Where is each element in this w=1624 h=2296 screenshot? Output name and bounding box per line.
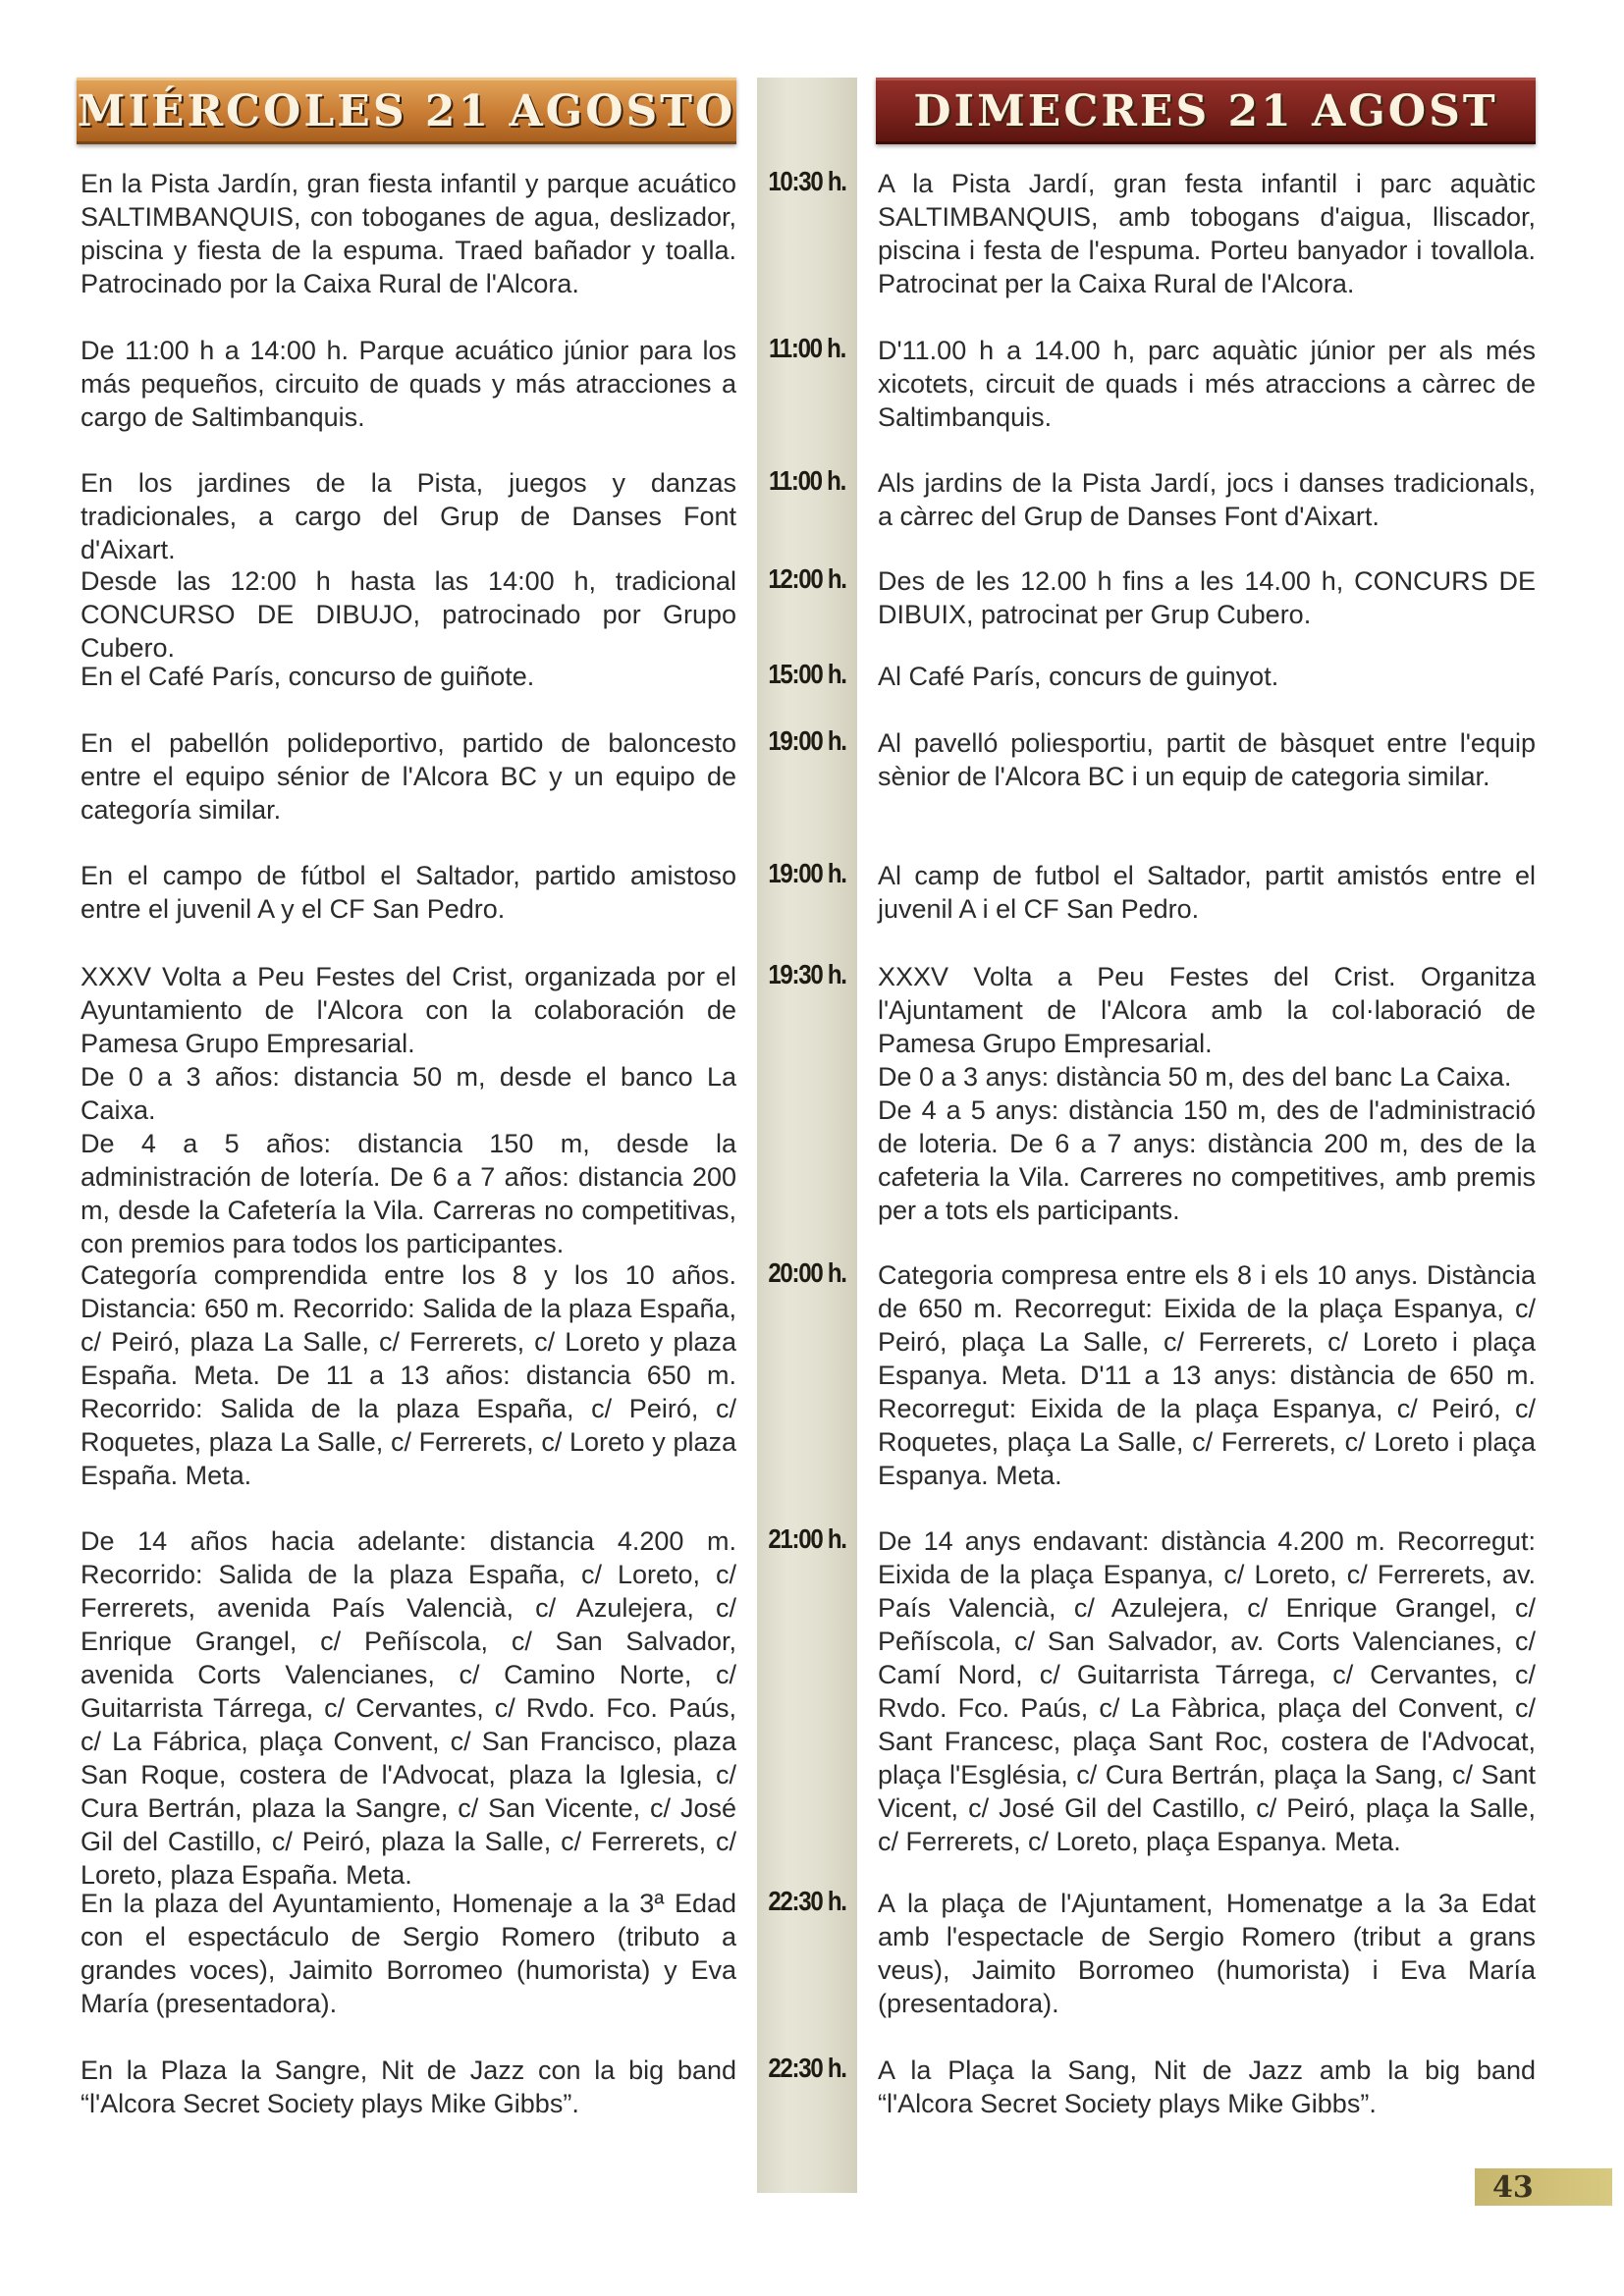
event-paragraph-es: En la Pista Jardín, gran fiesta infantil y parque acuático SALTIMBANQUIS, con toboganes de agua, deslizador, piscina y fiesta de la espuma. Traed bañador y toalla. Patrocinado por la Caixa Rural de l'Alcora. bbox=[81, 169, 736, 298]
event-paragraph-ca: De 4 a 5 anys: distància 150 m, des de l'administració de loteria. De 6 a 7 anys: distància 200 m, des de la cafeteria la Vila. Carreres no competitives, amb premis per a tots els participants. bbox=[878, 1095, 1536, 1225]
event-paragraph-ca: Des de les 12.00 h fins a les 14.00 h, CONCURS DE DIBUIX, patrocinat per Grup Cubero. bbox=[878, 566, 1536, 629]
event-time: 20:00 h. bbox=[768, 1257, 846, 1288]
header-title-ca: DIMECRES 21 AGOST bbox=[913, 85, 1498, 136]
event-time: 11:00 h. bbox=[768, 465, 846, 496]
header-spanish bbox=[77, 78, 736, 144]
event-paragraph-es: Desde las 12:00 h hasta las 14:00 h, tradicional CONCURSO DE DIBUJO, patrocinado por Grupo Cubero. bbox=[81, 566, 736, 663]
event-text-ca bbox=[878, 167, 1536, 300]
event-paragraph-es: En los jardines de la Pista, juegos y danzas tradicionales, a cargo del Grup de Danses Font d'Aixart. bbox=[81, 468, 736, 564]
event-paragraph-ca: De 0 a 3 anys: distància 50 m, des del banc La Caixa. bbox=[878, 1062, 1512, 1092]
event-paragraph-ca: A la Pista Jardí, gran festa infantil i parc aquàtic SALTIMBANQUIS, amb tobogans d'aigua, lliscador, piscina i festa de l'espuma. Porteu banyador i tovallola. Patrocinat per la Caixa Rural de l'Alcora. bbox=[878, 169, 1536, 298]
event-text-es bbox=[81, 726, 736, 827]
event-paragraph-es: De 14 años hacia adelante: distancia 4.200 m. Recorrido: Salida de la plaza España, c/ Loreto, c/ Ferrerets, avenida País Valencià, c/ Azulejera, c/ Enrique Grangel, c/ Peñíscola, c/ San Salvador, avenida Corts Valencianes, c/ Camino Norte, c/ Guitarrista Tárrega, c/ Cervantes, c/ Rvdo. Fco. Paús, c/ La Fábrica, plaça Convent, c/ San Francisco, plaza San Roque, costera de l'Advocat, plaza la Iglesia, c/ Cura Bertrán, plaza la Sangre, c/ San Vicente, c/ José Gil del Castillo, c/ Peiró, plaza la Salle, c/ Ferrerets, c/ Loreto, plaza España. Meta. bbox=[81, 1526, 736, 1890]
event-paragraph-es: En el campo de fútbol el Saltador, partido amistoso entre el juvenil A y el CF San Pedro. bbox=[81, 861, 736, 924]
event-text-ca bbox=[878, 334, 1536, 434]
event-paragraph-ca: A la plaça de l'Ajuntament, Homenatge a la 3a Edat amb l'espectacle de Sergio Romero (tribut a grans veus), Jaimito Borromeo (humorista) i Eva María (presentadora). bbox=[878, 1889, 1536, 2018]
event-paragraph-es: De 0 a 3 años: distancia 50 m, desde el banco La Caixa. bbox=[81, 1062, 736, 1125]
event-paragraph-ca: Categoria compresa entre els 8 i els 10 anys. Distància de 650 m. Recorregut: Eixida de la plaça Espanya, c/ Peiró, plaça La Salle, c/ Ferrerets, c/ Loreto i plaça Espanya. Meta. D'11 a 13 anys: distància de 650 m. Recorregut: Eixida de la plaça Espanya, c/ Peiró, c/ Roquetes, plaça La Salle, c/ Ferrerets, c/ Loreto i plaça Espanya. Meta. bbox=[878, 1260, 1536, 1490]
timeline-spine bbox=[757, 78, 857, 2193]
event-text-es bbox=[81, 167, 736, 300]
event-text-es bbox=[81, 660, 736, 693]
event-paragraph-ca: Al camp de futbol el Saltador, partit amistós entre el juvenil A i el CF San Pedro. bbox=[878, 861, 1536, 924]
event-time: 22:30 h. bbox=[768, 1886, 846, 1916]
event-time: 19:30 h. bbox=[768, 959, 846, 989]
event-paragraph-es: Categoría comprendida entre los 8 y los 10 años. Distancia: 650 m. Recorrido: Salida de la plaza España, c/ Peiró, plaza La Salle, c/ Ferrerets, c/ Loreto y plaza España. Meta. De 11 a 13 años: distancia 650 m. Recorrido: Salida de la plaza España, c/ Peiró, c/ Roquetes, plaza La Salle, c/ Ferrerets, c/ Loreto y plaza España. Meta. bbox=[81, 1260, 736, 1490]
event-time: 10:30 h. bbox=[768, 166, 846, 196]
event-time: 19:00 h. bbox=[768, 725, 846, 756]
event-paragraph-es: En el pabellón polideportivo, partido de baloncesto entre el equipo sénior de l'Alcora BC y un equipo de categoría similar. bbox=[81, 728, 736, 825]
event-time: 15:00 h. bbox=[768, 659, 846, 689]
event-time: 21:00 h. bbox=[768, 1523, 846, 1554]
event-paragraph-es: En la Plaza la Sangre, Nit de Jazz con la big band “l'Alcora Secret Society plays Mike Gibbs”. bbox=[81, 2056, 736, 2118]
event-text-es bbox=[81, 960, 736, 1260]
event-text-es bbox=[81, 859, 736, 926]
event-text-ca bbox=[878, 2054, 1536, 2120]
event-text-ca bbox=[878, 726, 1536, 793]
event-text-ca bbox=[878, 1524, 1536, 1858]
event-text-ca bbox=[878, 466, 1536, 533]
event-text-es bbox=[81, 466, 736, 566]
event-time: 11:00 h. bbox=[768, 333, 846, 363]
event-text-ca bbox=[878, 960, 1536, 1227]
header-catalan bbox=[876, 78, 1536, 144]
event-paragraph-ca: Al pavelló poliesportiu, partit de bàsquet entre l'equip sènior de l'Alcora BC i un equip de categoria similar. bbox=[878, 728, 1536, 791]
event-paragraph-ca: D'11.00 h a 14.00 h, parc aquàtic júnior per als més xicotets, circuit de quads i més atraccions a càrrec de Saltimbanquis. bbox=[878, 336, 1536, 432]
event-text-es bbox=[81, 1524, 736, 1892]
event-time: 22:30 h. bbox=[768, 2053, 846, 2083]
header-title-es: MIÉRCOLES 21 AGOSTO bbox=[77, 85, 736, 136]
event-time: 19:00 h. bbox=[768, 858, 846, 888]
event-paragraph-ca: XXXV Volta a Peu Festes del Crist. Organitza l'Ajuntament de l'Alcora amb la col·laboració de Pamesa Grupo Empresarial. bbox=[878, 962, 1536, 1058]
event-paragraph-es: De 11:00 h a 14:00 h. Parque acuático júnior para los más pequeños, circuito de quads y más atracciones a cargo de Saltimbanquis. bbox=[81, 336, 736, 432]
event-text-es bbox=[81, 1887, 736, 2020]
event-paragraph-es: De 4 a 5 años: distancia 150 m, desde la administración de lotería. De 6 a 7 años: distancia 200 m, desde la Cafetería la Vila. Carreras no competitivas, con premios para todos los participantes. bbox=[81, 1129, 736, 1258]
event-text-es bbox=[81, 1258, 736, 1492]
event-paragraph-ca: A la Plaça la Sang, Nit de Jazz amb la big band “l'Alcora Secret Society plays Mike Gibbs”. bbox=[878, 2056, 1536, 2118]
event-paragraph-ca: Als jardins de la Pista Jardí, jocs i danses tradicionals, a càrrec del Grup de Danses Font d'Aixart. bbox=[878, 468, 1536, 531]
event-text-es bbox=[81, 334, 736, 434]
event-text-ca bbox=[878, 1887, 1536, 2020]
event-text-ca bbox=[878, 1258, 1536, 1492]
event-paragraph-es: En la plaza del Ayuntamiento, Homenaje a la 3ª Edad con el espectáculo de Sergio Romero (tributo a grandes voces), Jaimito Borromeo (humorista) y Eva María (presentadora). bbox=[81, 1889, 736, 2018]
event-text-es bbox=[81, 564, 736, 665]
page-number: 43 bbox=[1475, 2168, 1612, 2206]
event-text-ca bbox=[878, 660, 1536, 693]
event-text-ca bbox=[878, 859, 1536, 926]
event-text-es bbox=[81, 2054, 736, 2120]
event-paragraph-es: En el Café París, concurso de guiñote. bbox=[81, 662, 535, 691]
event-paragraph-ca: Al Café París, concurs de guinyot. bbox=[878, 662, 1279, 691]
event-paragraph-es: XXXV Volta a Peu Festes del Crist, organizada por el Ayuntamiento de l'Alcora con la colaboración de Pamesa Grupo Empresarial. bbox=[81, 962, 736, 1058]
event-paragraph-ca: De 14 anys endavant: distància 4.200 m. Recorregut: Eixida de la plaça Espanya, c/ Loreto, c/ Ferrerets, av. País Valencià, c/ Azulejera, c/ Enrique Grangel, c/ Peñíscola, c/ San Salvador, av. Corts Valencianes, c/ Camí Nord, c/ Guitarrista Tárrega, c/ Cervantes, c/ Rvdo. Fco. Paús, c/ La Fàbrica, plaça del Convent, c/ Sant Francesc, plaça Sant Roc, costera de l'Advocat, plaça l'Església, c/ Cura Bertrán, plaça la Sang, c/ Sant Vicent, c/ José Gil del Castillo, c/ Peiró, plaça la Salle, c/ Ferrerets, c/ Loreto, plaça Espanya. Meta. bbox=[878, 1526, 1536, 1856]
event-text-ca bbox=[878, 564, 1536, 631]
event-time: 12:00 h. bbox=[768, 563, 846, 594]
